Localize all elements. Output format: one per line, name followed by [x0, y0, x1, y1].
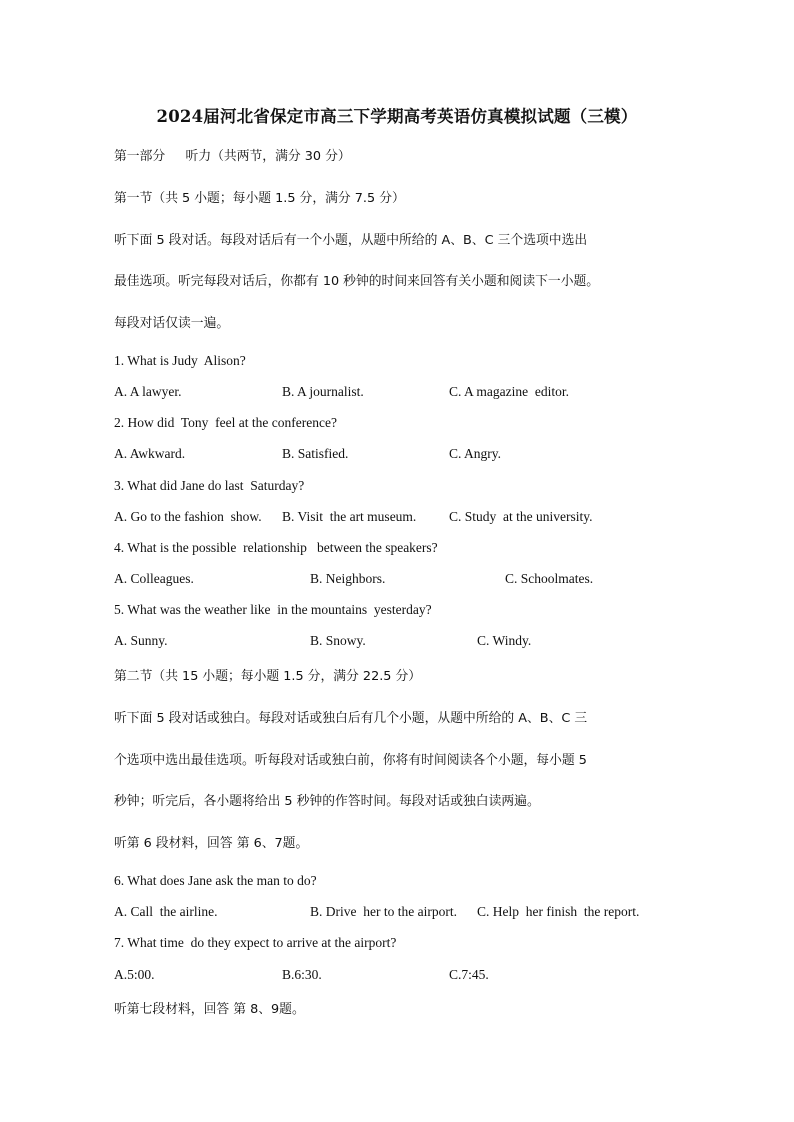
- option-c: C. Schoolmates.: [505, 571, 594, 586]
- option-b: B. Drive her to the airport.: [310, 904, 457, 919]
- option-c: C. A magazine editor.: [449, 384, 569, 399]
- option-a: A. Awkward.: [114, 446, 186, 461]
- option-a: A.5:00.: [114, 967, 155, 982]
- option-c: C. Help her finish the report.: [477, 904, 640, 919]
- option-c: C. Study at the university.: [449, 509, 593, 524]
- material-7-heading: 听第七段材料，回答 第 8、9题。: [114, 1002, 305, 1017]
- option-b: B. Snowy.: [310, 633, 366, 648]
- option-a: A. Colleagues.: [114, 571, 194, 586]
- option-c: C. Windy.: [477, 633, 532, 648]
- material-6-heading: 听第 6 段材料，回答 第 6、7题。: [114, 836, 309, 851]
- option-a: A. Call the airline.: [114, 904, 218, 919]
- section2-instruction-line: 秒钟；听完后，各小题将给出 5 秒钟的作答时间。每段对话或独白读两遍。: [114, 794, 540, 809]
- option-c: C. Angry.: [449, 446, 502, 461]
- option-b: B.6:30.: [282, 967, 322, 982]
- section1-instruction-line: 最佳选项。听完每段对话后，你都有 10 秒钟的时间来回答有关小题和阅读下一小题。: [114, 274, 600, 289]
- section1-heading: 第一节（共 5 小题；每小题 1.5 分，满分 7.5 分）: [114, 191, 405, 206]
- question-3: 3. What did Jane do last Saturday?: [114, 478, 305, 493]
- option-b: B. A journalist.: [282, 384, 364, 399]
- option-c: C.7:45.: [449, 967, 489, 982]
- section2-instruction-line: 听下面 5 段对话或独白。每段对话或独白后有几个小题，从题中所给的 A、B、C 三: [114, 711, 588, 726]
- question-7: 7. What time do they expect to arrive at the airport?: [114, 935, 397, 950]
- part1-heading: 第一部分 听力（共两节，满分 30 分）: [114, 149, 351, 164]
- option-b: B. Visit the art museum.: [282, 509, 417, 524]
- option-b: B. Neighbors.: [310, 571, 386, 586]
- question-4: 4. What is the possible relationship between the speakers?: [114, 540, 438, 555]
- option-b: B. Satisfied.: [282, 446, 349, 461]
- question-2: 2. How did Tony feel at the conference?: [114, 415, 337, 430]
- section2-instruction-line: 个选项中选出最佳选项。听每段对话或独白前，你将有时间阅读各个小题，每小题 5: [114, 753, 587, 768]
- page-title: 2024届河北省保定市高三下学期高考英语仿真模拟试题（三模）: [156, 107, 638, 126]
- section2-heading: 第二节（共 15 小题；每小题 1.5 分，满分 22.5 分）: [114, 669, 422, 684]
- question-1: 1. What is Judy Alison?: [114, 353, 246, 368]
- section1-instruction-line: 听下面 5 段对话。每段对话后有一个小题，从题中所给的 A、B、C 三个选项中选出: [114, 233, 588, 248]
- option-a: A. Sunny.: [114, 633, 168, 648]
- question-6: 6. What does Jane ask the man to do?: [114, 873, 317, 888]
- section1-instruction-line: 每段对话仅读一遍。: [114, 316, 230, 331]
- question-5: 5. What was the weather like in the mountains yesterday?: [114, 602, 432, 617]
- option-a: A. A lawyer.: [114, 384, 182, 399]
- option-a: A. Go to the fashion show.: [114, 509, 262, 524]
